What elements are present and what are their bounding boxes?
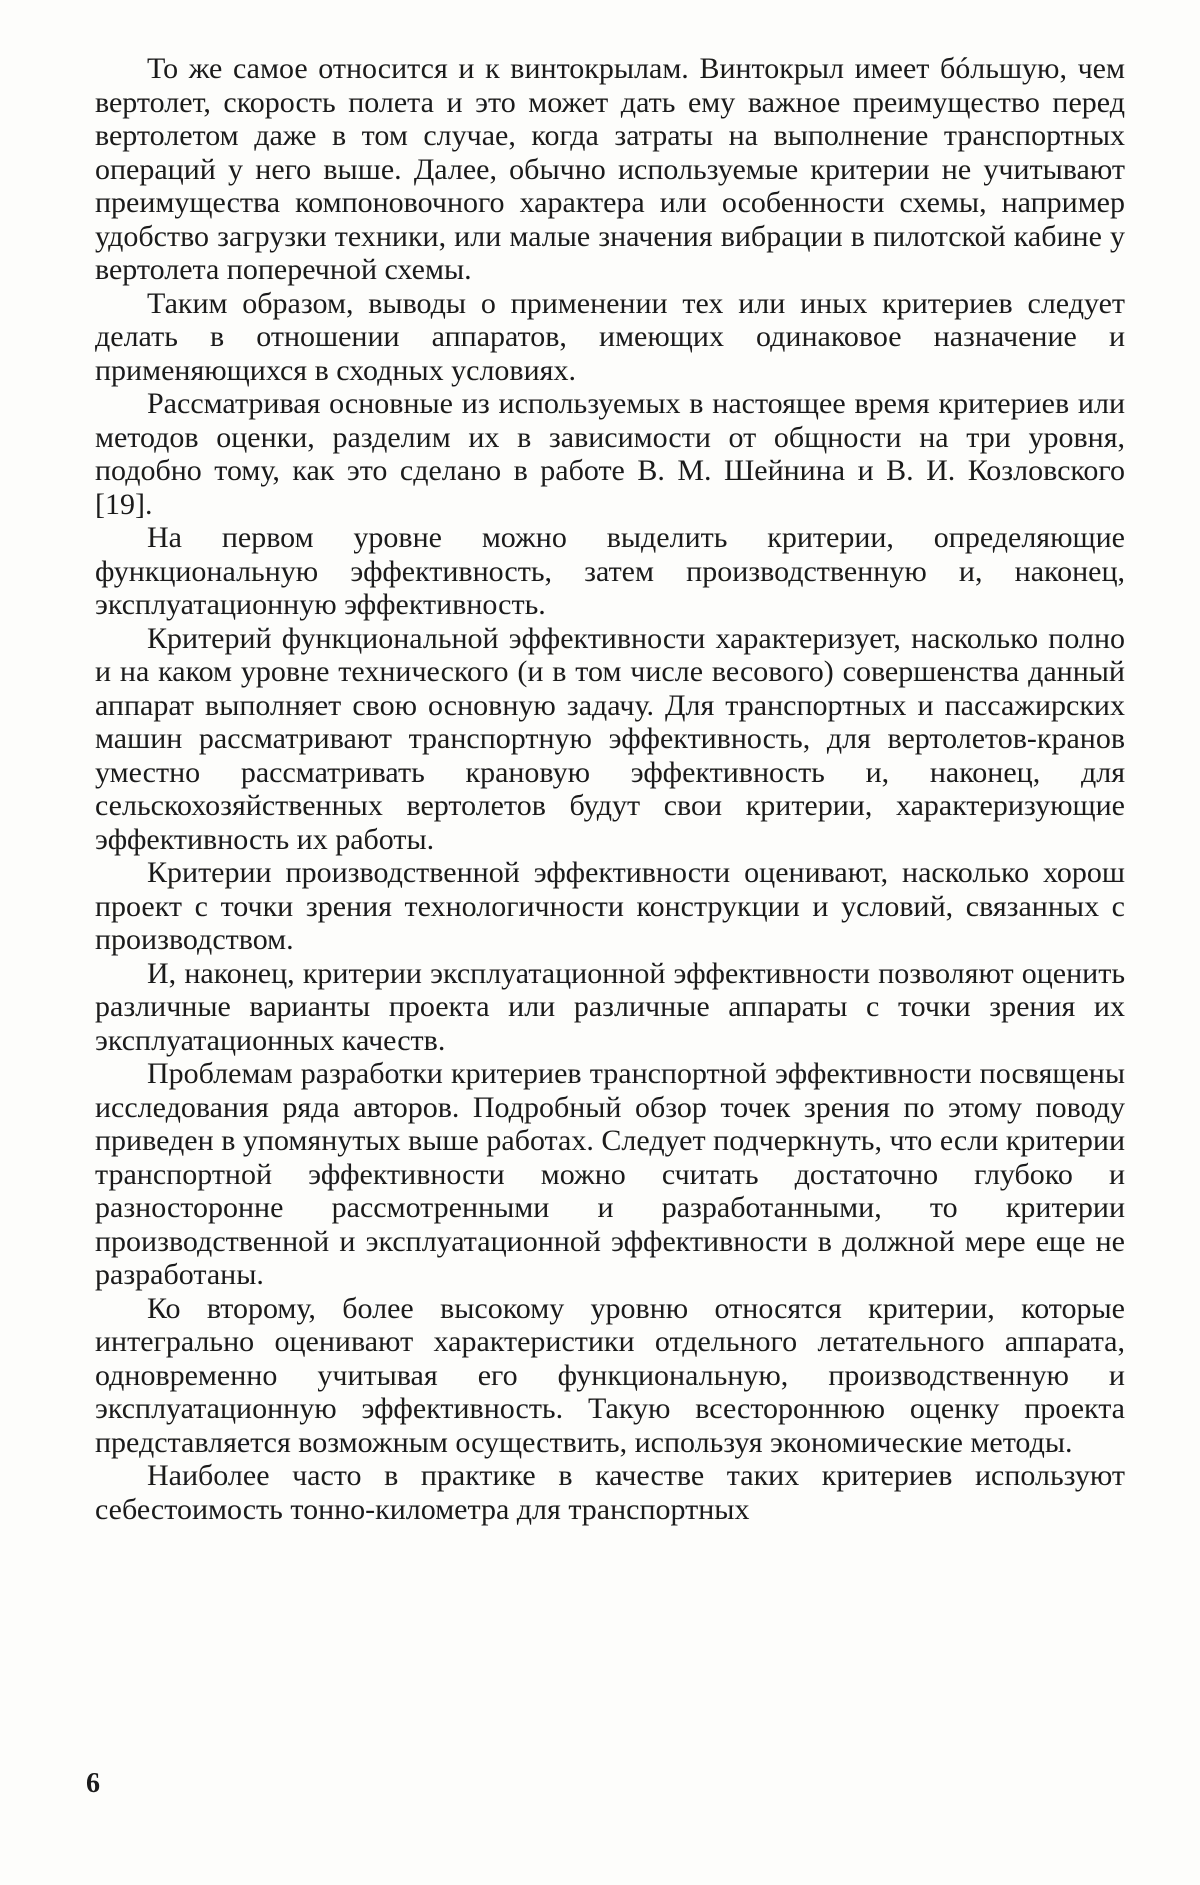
paragraph: На первом уровне можно выделить критерии, определяющие функциональную эффективность, затем производственную и, наконец, эксплуатационную эффективность. (95, 521, 1125, 621)
paragraph: Критерии производственной эффективности оценивают, насколько хорош проект с точки зрения технологичности конструкции и условий, связанных с производством. (95, 856, 1125, 956)
body-text (95, 52, 1125, 1526)
paragraph: То же самое относится и к винтокрылам. Винтокрыл имеет бóльшую, чем вертолет, скорость полета и это может дать ему важное преимущество перед вертолетом даже в том случае, когда затраты на выполнение транспортных операций у него выше. Далее, обычно используемые критерии не учитывают преимущества компоновочного характера или особенности схемы, например удобство загрузки техники, или малые значения вибрации в пилотской кабине у вертолета поперечной схемы. (95, 52, 1125, 286)
paragraph: Критерий функциональной эффективности характеризует, насколько полно и на каком уровне технического (и в том числе весового) совершенства данный аппарат выполняет свою основную задачу. Для транспортных и пассажирских машин рассматривают транспортную эффективность, для вертолетов-кранов уместно рассматривать крановую эффективность и, наконец, для сельскохозяйственных вертолетов будут свои критерии, характеризующие эффективность их работы. (95, 621, 1125, 856)
paragraph: Рассматривая основные из используемых в настоящее время критериев или методов оценки, разделим их в зависимости от общности на три уровня, подобно тому, как это сделано в работе В. М. Шейнина и В. И. Козловского [19]. (95, 387, 1125, 521)
paragraph: Проблемам разработки критериев транспортной эффективности посвящены исследования ряда авторов. Подробный обзор точек зрения по этому поводу приведен в упомянутых выше работах. Следует подчеркнуть, что если критерии транспортной эффективности можно считать достаточно глубоко и разносторонне рассмотренными и разработанными, то критерии производственной и эксплуатационной эффективности в должной мере еще не разработаны. (95, 1057, 1125, 1291)
page-number: 6 (86, 1768, 100, 1799)
paragraph-last: Наиболее часто в практике в качестве таких критериев используют себестоимость тонно-километра для транспортных (95, 1459, 1125, 1526)
paragraph: Ко второму, более высокому уровню относятся критерии, которые интегрально оценивают характеристики отдельного летательного аппарата, одновременно учитывая его функциональную, производственную и эксплуатационную эффективность. Такую всестороннюю оценку проекта представляется возможным осуществить, используя экономические методы. (95, 1291, 1125, 1459)
paragraph: Таким образом, выводы о применении тех или иных критериев следует делать в отношении аппаратов, имеющих одинаковое назначение и применяющихся в сходных условиях. (95, 286, 1125, 387)
paragraph: И, наконец, критерии эксплуатационной эффективности позволяют оценить различные варианты проекта или различные аппараты с точки зрения их эксплуатационных качеств. (95, 956, 1125, 1057)
